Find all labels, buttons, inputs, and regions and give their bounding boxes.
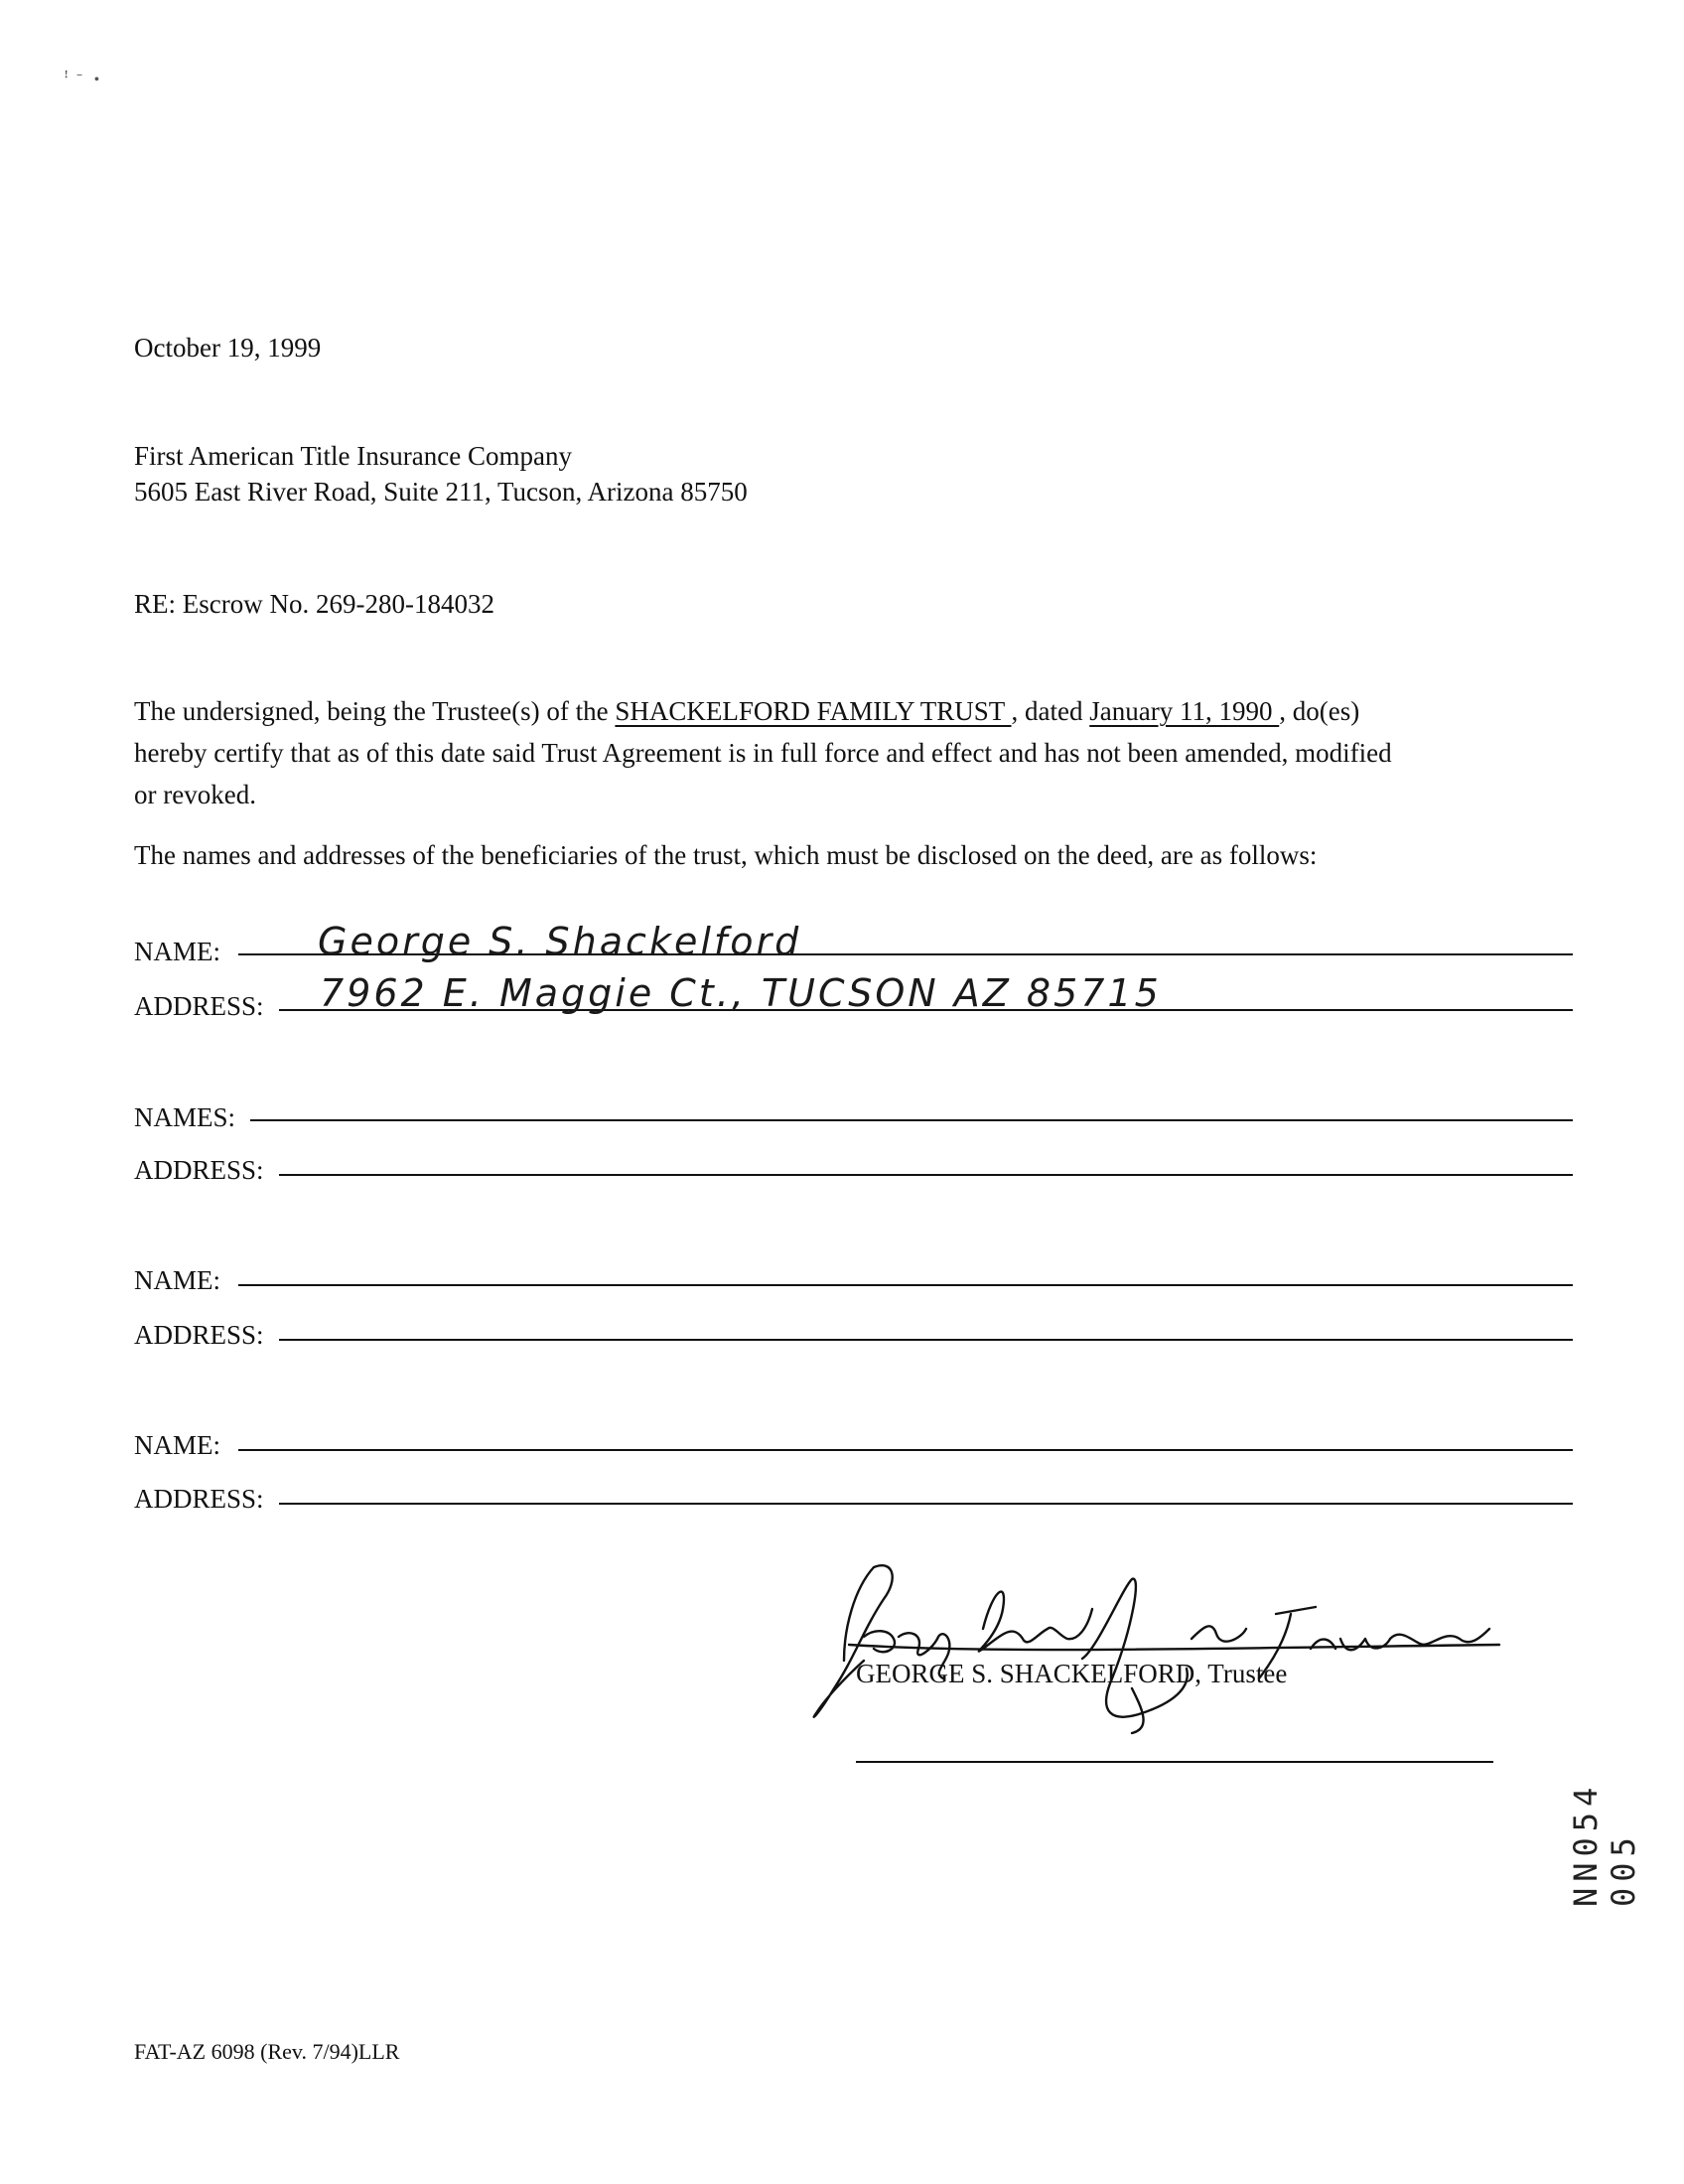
beneficiary-1-name-label: NAME: (134, 937, 220, 966)
beneficiary-2-address-label: ADDRESS: (134, 1155, 264, 1185)
beneficiary-1-name-value: George S. Shackelford (318, 920, 802, 963)
certification-text-3: , do(es) (1279, 696, 1360, 726)
recipient-address: 5605 East River Road, Suite 211, Tucson, Arizona 85750 (134, 477, 748, 507)
re-line: RE: Escrow No. 269-280-184032 (134, 589, 494, 619)
beneficiary-4-name-label: NAME: (134, 1430, 220, 1460)
certification-line-2: hereby certify that as of this date said Trust Agreement is in full force and effect and has not been amended, modified (134, 738, 1392, 768)
beneficiary-4-address-label: ADDRESS: (134, 1484, 264, 1514)
certification-text-2: , dated (1011, 696, 1090, 726)
beneficiaries-intro: The names and addresses of the beneficiaries of the trust, which must be disclosed on the deed, are as follows: (134, 840, 1318, 870)
printed-signer-name: GEORGE S. SHACKELFORD, Trustee (856, 1659, 1288, 1688)
trust-date: January 11, 1990 (1089, 696, 1280, 726)
scan-specks: ꜝ ˉ • (64, 72, 100, 88)
certification-line-3: or revoked. (134, 780, 256, 809)
form-number-footer: FAT-AZ 6098 (Rev. 7/94)LLR (134, 2039, 400, 2064)
recipient-name: First American Title Insurance Company (134, 441, 572, 471)
trust-name: SHACKELFORD FAMILY TRUST (615, 696, 1012, 726)
certification-text-1: The undersigned, being the Trustee(s) of the (134, 696, 616, 726)
beneficiary-3-address-label: ADDRESS: (134, 1320, 264, 1350)
beneficiary-1-address-value: 7962 E. Maggie Ct., TUCSON AZ 85715 (320, 971, 1162, 1015)
beneficiary-1-address-label: ADDRESS: (134, 991, 264, 1021)
beneficiary-2-name-label: NAMES: (134, 1102, 236, 1132)
document-id-stamp: NN054 005 (1567, 1781, 1642, 1907)
beneficiary-3-name-label: NAME: (134, 1265, 220, 1295)
letter-date: October 19, 1999 (134, 333, 322, 363)
signature-line (856, 1761, 1493, 1763)
